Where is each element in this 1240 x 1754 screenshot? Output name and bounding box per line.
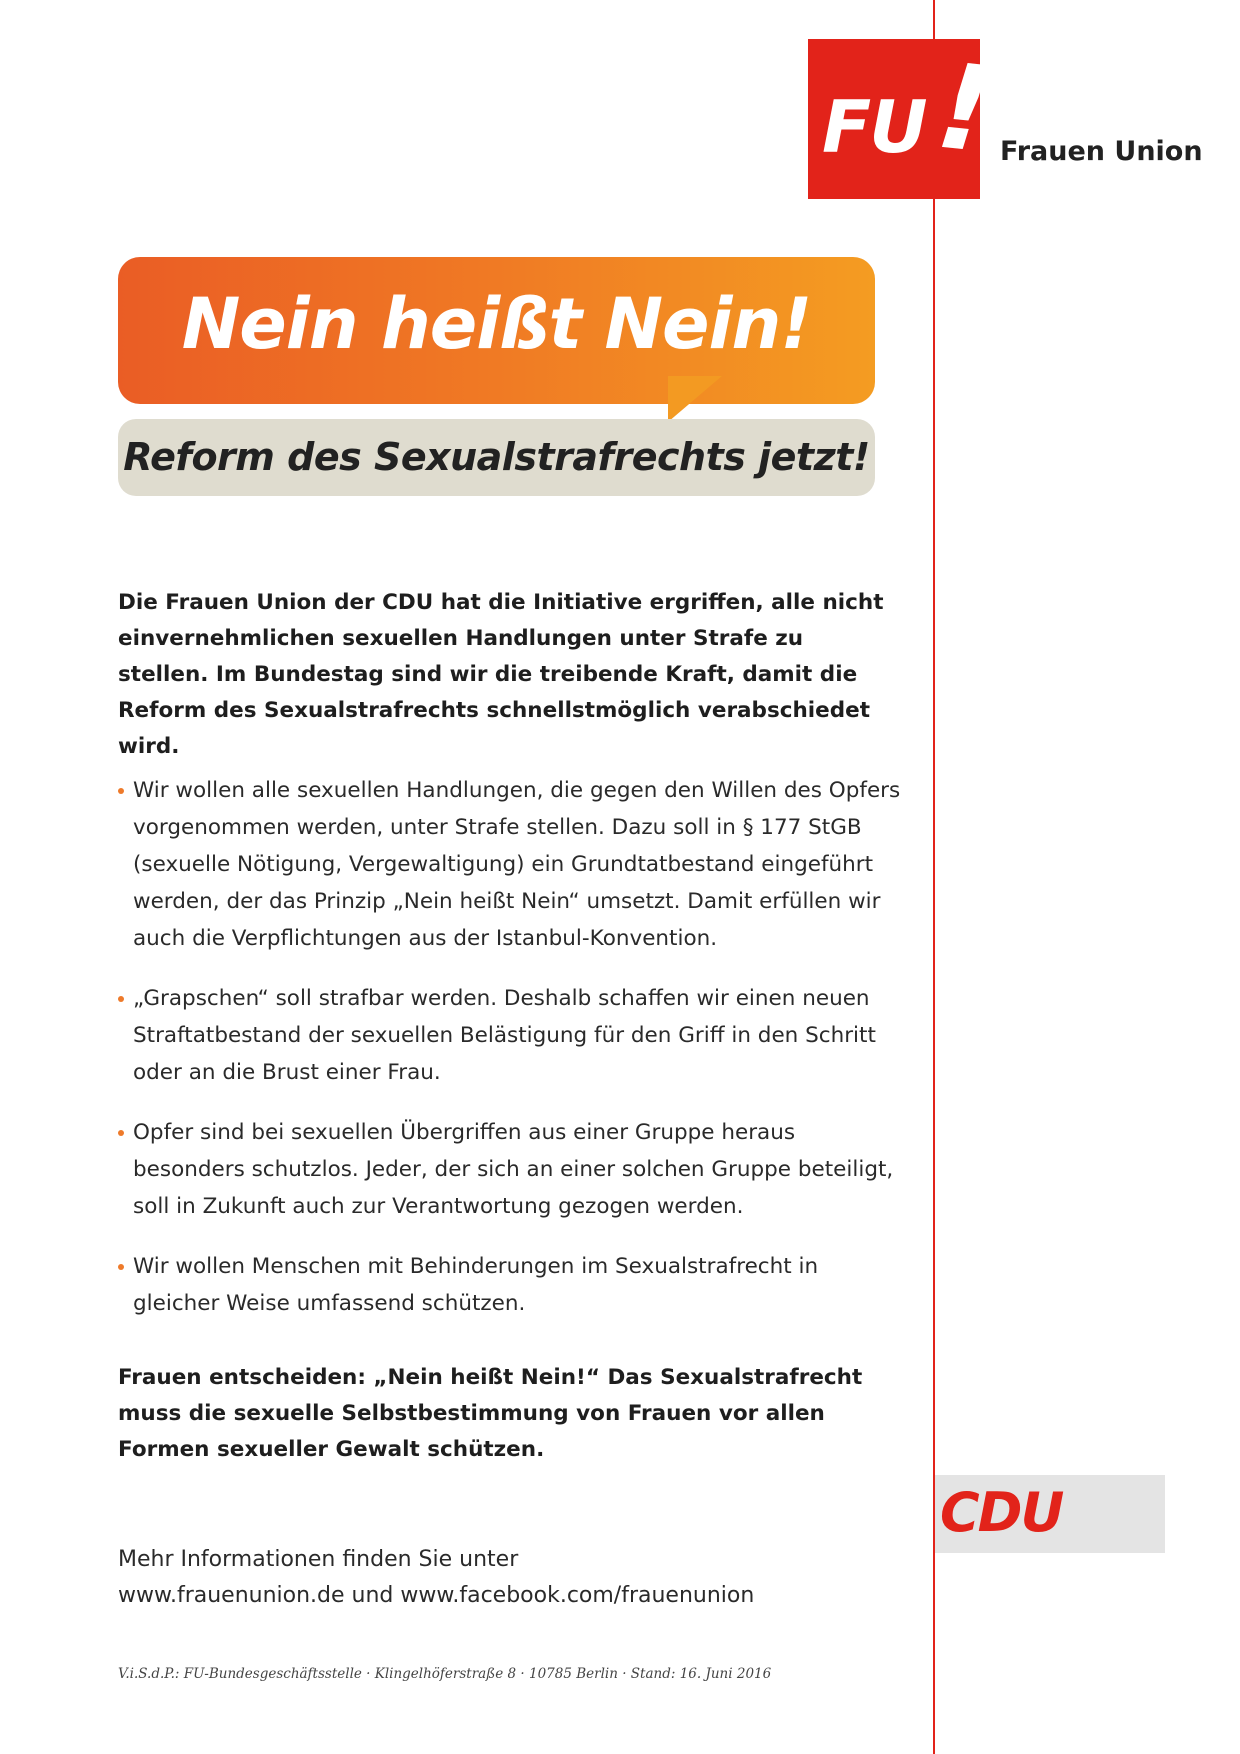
list-item-text: Wir wollen Menschen mit Behinderungen im Sexualstrafrecht in gleicher Weise umfassend schützen. <box>133 1254 819 1316</box>
list-item <box>118 1114 908 1225</box>
more-info-label: Mehr Informationen finden Sie unter <box>118 1547 519 1572</box>
list-item <box>118 772 908 957</box>
speech-bubble-tail <box>668 376 724 424</box>
headline-banner <box>118 257 875 404</box>
list-item-text: Opfer sind bei sexuellen Übergriffen aus einer Gruppe heraus besonders schutzlos. Jeder, der sich an einer solchen Gruppe beteiligt, soll in Zukunft auch zur Verantwortung gezogen werden. <box>133 1120 894 1219</box>
cdu-logo <box>935 1475 1165 1553</box>
organization-name: Frauen Union <box>1000 136 1203 167</box>
fu-logo <box>808 36 999 199</box>
bullet-dot-icon <box>118 788 124 794</box>
subtitle-banner <box>118 419 875 496</box>
bullet-dot-icon <box>118 1130 124 1136</box>
facebook-link[interactable]: www.facebook.com/frauenunion <box>400 1583 755 1608</box>
imprint-footer: V.i.S.d.P.: FU-Bundesgeschäftsstelle · Klingelhöferstraße 8 · 10785 Berlin · Stand: 16. Juni 2016 <box>118 1666 772 1682</box>
cdu-logo-text: CDU <box>940 1481 1063 1544</box>
page-title: Nein heißt Nein! <box>181 283 812 365</box>
list-item-text: Wir wollen alle sexuellen Handlungen, die gegen den Willen des Opfers vorgenommen werden, unter Strafe stellen. Dazu soll in § 177 StGB (sexuelle Nötigung, Vergewaltigung) ein Grundtatbestand eingeführt werden, der das Prinzip „Nein heißt Nein“ umsetzt. Damit erfüllen wir auch die Verpflichtungen aus der Istanbul-Konvention. <box>133 778 901 951</box>
page-subtitle: Reform des Sexualstrafrechts jetzt! <box>123 435 870 479</box>
link-connector: und <box>344 1583 401 1608</box>
fu-logo-letters: FU <box>822 85 926 169</box>
list-item <box>118 1248 908 1322</box>
more-info <box>118 1542 908 1614</box>
list-item-text: „Grapschen“ soll strafbar werden. Deshalb schaffen wir einen neuen Straftatbestand der sexuellen Belästigung für den Griff in den Schritt oder an die Brust einer Frau. <box>133 986 876 1085</box>
demands-list <box>118 772 908 1345</box>
conclusion-paragraph: Frauen entscheiden: „Nein heißt Nein!“ Das Sexualstrafrecht muss die sexuelle Selbstbestimmung von Frauen vor allen Formen sexueller Gewalt schützen. <box>118 1365 863 1462</box>
fu-logo-exclamation: ! <box>930 36 999 180</box>
intro-paragraph: Die Frauen Union der CDU hat die Initiative ergriffen, alle nicht einvernehmlichen sexuellen Handlungen unter Strafe zu stellen. Im Bundestag sind wir die treibende Kraft, damit die Reform des Sexualstrafrechts schnellstmöglich verabschiedet wird. <box>118 590 884 759</box>
list-item <box>118 980 908 1091</box>
frauenunion-link[interactable]: www.frauenunion.de <box>118 1583 345 1608</box>
bullet-dot-icon <box>118 996 124 1002</box>
bullet-dot-icon <box>118 1264 124 1270</box>
